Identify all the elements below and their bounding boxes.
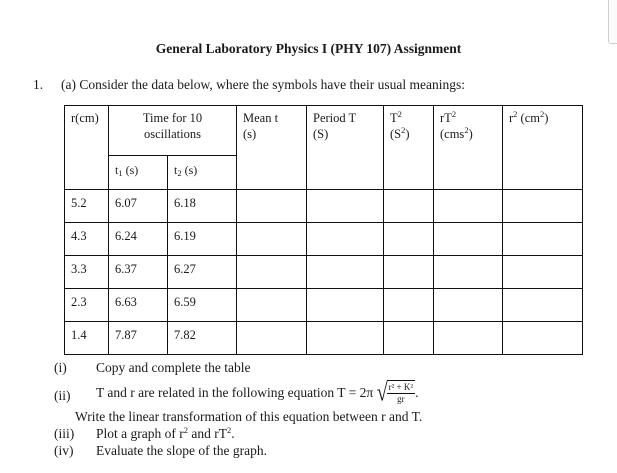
tsq-sup: 2 xyxy=(397,109,402,119)
cell-mean xyxy=(237,322,307,355)
task-iii-sup1: 2 xyxy=(183,425,188,435)
cell-mean xyxy=(237,190,307,223)
task-text-iv: Evaluate the slope of the graph. xyxy=(96,443,267,458)
task-text-i: Copy and complete the table xyxy=(96,360,251,375)
cell-r-squared xyxy=(503,322,583,355)
table-row xyxy=(65,223,583,256)
rtsq-unit: (cms xyxy=(440,127,465,141)
question-number: 1. xyxy=(33,77,44,92)
cell-mean xyxy=(237,256,307,289)
header-time xyxy=(109,106,237,156)
t1-base: t xyxy=(115,163,119,177)
cell-t-squared xyxy=(384,289,434,322)
cell-period xyxy=(307,322,384,355)
header-tsq-line1 xyxy=(390,110,427,126)
cell-rt-squared xyxy=(434,256,503,289)
rsq-sup: 2 xyxy=(513,109,518,119)
cell-period xyxy=(307,256,384,289)
header-r-label: r(cm) xyxy=(71,111,99,125)
header-time-line2: oscillations xyxy=(144,127,201,141)
header-rtsq-line1 xyxy=(440,110,496,126)
table-row xyxy=(65,256,583,289)
cell-r-squared xyxy=(503,289,583,322)
header-row xyxy=(65,106,583,156)
header-t1 xyxy=(109,156,168,190)
header-time-line1: Time for 10 xyxy=(142,111,203,125)
task-iii-mid: and rT xyxy=(187,426,227,441)
cell-r-squared xyxy=(503,223,583,256)
t2-unit: (s) xyxy=(181,163,198,177)
cell-t2: 6.18 xyxy=(168,190,237,223)
document-title: General Laboratory Physics I (PHY 107) Assignment xyxy=(155,41,462,56)
rsq-unit-close: ) xyxy=(544,111,549,125)
cell-t1: 6.37 xyxy=(109,256,168,289)
cell-t-squared xyxy=(384,223,434,256)
tsq-unit: (S xyxy=(390,127,402,141)
header-t-squared xyxy=(384,106,434,190)
cell-r-squared xyxy=(503,256,583,289)
task-iii-sup2: 2 xyxy=(226,425,232,435)
sqrt-icon: √ xyxy=(376,378,388,407)
cell-r: 1.4 xyxy=(65,322,109,355)
t1-sub: 1 xyxy=(118,168,123,178)
rtsq-unit-sup: 2 xyxy=(464,125,469,135)
tsq-unit-close: ) xyxy=(405,127,410,141)
rsq-unit-sup: 2 xyxy=(539,109,545,119)
t2-base: t xyxy=(174,163,178,177)
header-mean-line2: (s) xyxy=(243,127,257,141)
cell-period xyxy=(307,223,384,256)
cell-r: 4.3 xyxy=(65,223,109,256)
rtsq-base: rT xyxy=(440,111,452,125)
task-ii-text: T and r are related in the following equation T = 2π xyxy=(96,384,374,400)
cell-rt-squared xyxy=(434,223,503,256)
table-row xyxy=(65,190,583,223)
cell-r: 5.2 xyxy=(65,190,109,223)
question-intro: (a) Consider the data below, where the symbols have their usual meanings: xyxy=(61,77,466,92)
cell-t2: 6.59 xyxy=(168,289,237,322)
header-period xyxy=(307,106,384,190)
cell-t1: 6.24 xyxy=(109,223,168,256)
task-label-iii: (iii) xyxy=(54,426,75,441)
cell-rt-squared xyxy=(434,322,503,355)
header-tsq-line2 xyxy=(390,126,427,142)
cell-rt-squared xyxy=(434,190,503,223)
task-iii-before: Plot a graph of r xyxy=(96,426,184,441)
sqrt-body xyxy=(387,380,415,405)
t1-unit: (s) xyxy=(122,163,139,177)
cell-t1: 7.87 xyxy=(109,322,168,355)
header-rt-squared xyxy=(434,106,503,190)
rtsq-sup: 2 xyxy=(451,109,457,119)
cell-r-squared xyxy=(503,190,583,223)
header-rtsq-line2 xyxy=(440,126,496,142)
header-mean xyxy=(237,106,307,190)
table-row xyxy=(65,322,583,355)
task-text-iii xyxy=(96,426,235,442)
tsq-base: T xyxy=(390,111,398,125)
equation-end: . xyxy=(415,384,419,400)
fraction-numerator: r² + K² xyxy=(388,382,414,392)
rsq-unit: (cm xyxy=(517,111,540,125)
cell-t1: 6.07 xyxy=(109,190,168,223)
cell-t-squared xyxy=(384,190,434,223)
cell-t-squared xyxy=(384,256,434,289)
t2-sub: 2 xyxy=(177,168,182,178)
fraction xyxy=(387,382,415,405)
task-ii-continuation: Write the linear transformation of this equation between r and T. xyxy=(75,409,423,424)
cell-t-squared xyxy=(384,322,434,355)
cell-t2: 6.27 xyxy=(168,256,237,289)
task-label-iv: (iv) xyxy=(54,443,74,458)
header-t2 xyxy=(168,156,237,190)
page-edge xyxy=(608,0,617,44)
cell-period xyxy=(307,190,384,223)
cell-period xyxy=(307,289,384,322)
task-text-ii xyxy=(96,380,418,405)
cell-rt-squared xyxy=(434,289,503,322)
cell-t2: 6.19 xyxy=(168,223,237,256)
data-table xyxy=(64,105,583,355)
fraction-denominator: gr xyxy=(397,394,405,404)
header-r xyxy=(65,106,109,190)
rtsq-unit-close: ) xyxy=(468,127,473,141)
cell-t1: 6.63 xyxy=(109,289,168,322)
header-period-line1: Period T xyxy=(313,111,357,125)
task-label-ii: (ii) xyxy=(54,388,71,403)
task-iii-after: . xyxy=(231,426,235,441)
cell-mean xyxy=(237,289,307,322)
header-mean-line1: Mean t xyxy=(243,111,279,125)
cell-r: 3.3 xyxy=(65,256,109,289)
cell-mean xyxy=(237,223,307,256)
task-label-i: (i) xyxy=(54,360,67,375)
cell-t2: 7.82 xyxy=(168,322,237,355)
cell-r: 2.3 xyxy=(65,289,109,322)
tsq-unit-sup: 2 xyxy=(401,125,406,135)
header-period-line2: (S) xyxy=(313,127,329,141)
table-row xyxy=(65,289,583,322)
rsq-base: r xyxy=(509,111,514,125)
header-r-squared xyxy=(503,106,583,190)
